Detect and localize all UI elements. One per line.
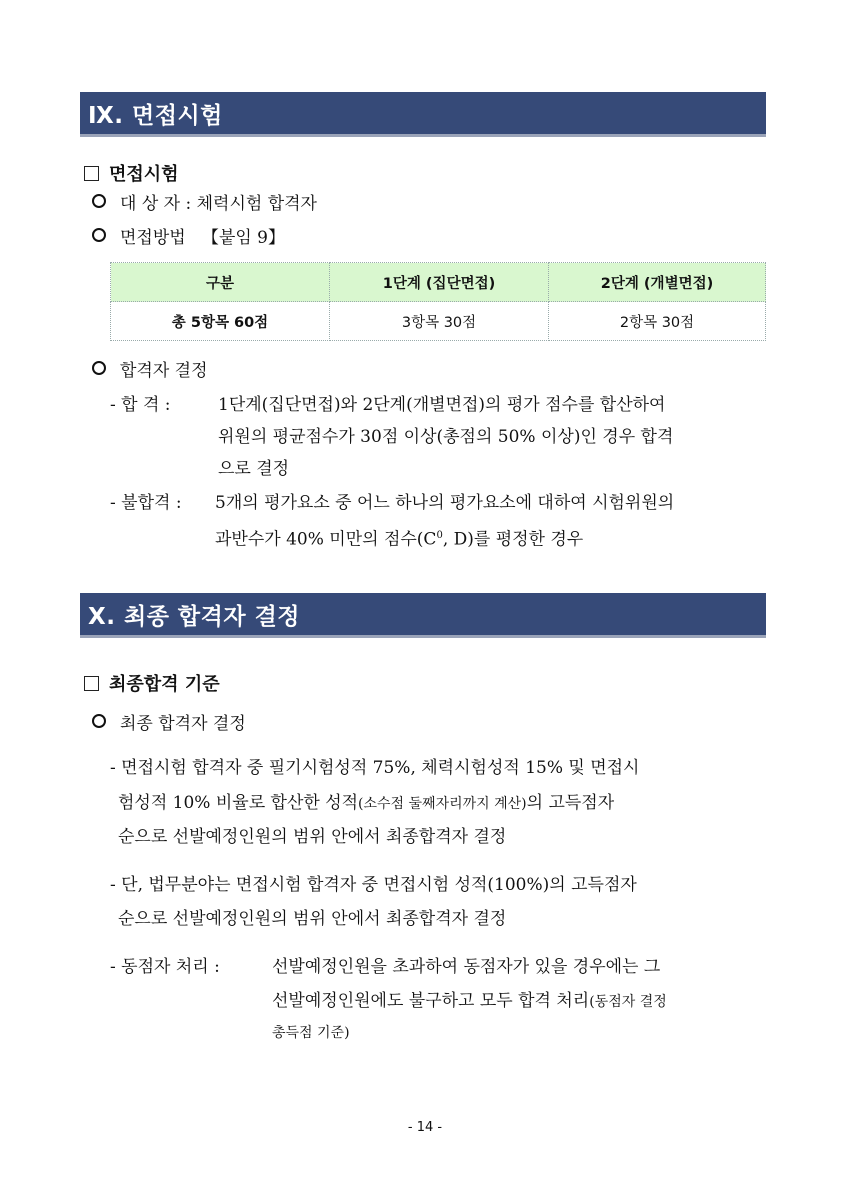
- circle-bullet-icon: [92, 228, 106, 242]
- section-10-title: Ⅹ. 최종 합격자 결정: [88, 603, 301, 630]
- b1-text-3: 순으로 선발예정인원의 범위 안에서 최종합격자 결정: [118, 827, 507, 847]
- final-decision-line: [92, 713, 246, 735]
- b1-text-2: 험성적 10% 비율로 합산한 성적(소수점 둘째자리까지 계산)의 고득점자: [118, 793, 615, 813]
- target-label: 대 상 자 :: [120, 194, 192, 214]
- b3-text-1: 선발예정인원을 초과하여 동점자가 있을 경우에는 그: [272, 957, 661, 977]
- target-value: 체력시험 합격자: [196, 194, 317, 214]
- table-cell: 3항목 30점: [330, 302, 549, 341]
- section-9-title-bar: [80, 92, 766, 134]
- b3-label: - 동점자 처리 :: [110, 957, 220, 977]
- final-decision-title: 최종 합격자 결정: [120, 714, 246, 734]
- title-bar-shadow: [80, 134, 766, 137]
- pass-text-2: 위원의 평균점수가 30점 이상(총점의 50% 이상)인 경우 합격: [218, 427, 674, 447]
- page-number: - 14 -: [407, 1120, 443, 1135]
- b2-text-2: 순으로 선발예정인원의 범위 안에서 최종합격자 결정: [118, 909, 507, 929]
- table-header-cell: 2단계 (개별면접): [549, 263, 766, 302]
- b2-text-1: - 단, 법무분야는 면접시험 합격자 중 면접시험 성적(100%)의 고득점자: [110, 875, 637, 895]
- fail-text-1: 5개의 평가요소 중 어느 하나의 평가요소에 대하여 시험위원의: [215, 493, 675, 513]
- section-10-title-bar: [80, 593, 766, 635]
- table-header-cell: 1단계 (집단면접): [330, 263, 549, 302]
- b1-text-1: - 면접시험 합격자 중 필기시험성적 75%, 체력시험성적 15% 및 면접시: [110, 758, 640, 778]
- table-header-row: [111, 263, 766, 302]
- decision-line: [92, 360, 208, 382]
- pass-label: - 합 격 :: [110, 395, 171, 415]
- section-10-subheading: 최종합격 기준: [84, 670, 220, 696]
- interview-table: [110, 262, 766, 341]
- circle-bullet-icon: [92, 361, 106, 375]
- section-9-subheading: 면접시험: [84, 160, 179, 186]
- b3-text-3: 총득점 기준): [272, 1025, 350, 1041]
- section-9-title: Ⅸ. 면접시험: [88, 102, 223, 129]
- decision-title: 합격자 결정: [120, 361, 208, 381]
- table-row: [111, 302, 766, 341]
- checkbox-square-icon: [84, 676, 99, 691]
- table-cell: 총 5항목 60점: [111, 302, 330, 341]
- table-cell: 2항목 30점: [549, 302, 766, 341]
- fail-label: - 불합격 :: [110, 493, 182, 513]
- circle-bullet-icon: [92, 714, 106, 728]
- pass-text-3: 으로 결정: [218, 459, 290, 479]
- method-label: 면접방법: [120, 228, 186, 248]
- b3-text-2: 선발예정인원에도 불구하고 모두 합격 처리(동점자 결정: [272, 991, 667, 1011]
- table-header-cell: 구분: [111, 263, 330, 302]
- fail-text-2: 과반수가 40% 미만의 점수($C^0$, D)를 평정한 경우: [215, 529, 584, 550]
- method-value: 【붙임 9】: [201, 228, 285, 248]
- target-line: [92, 193, 317, 215]
- circle-bullet-icon: [92, 194, 106, 208]
- method-line: [92, 227, 285, 249]
- pass-text-1: 1단계(집단면접)와 2단계(개별면접)의 평가 점수를 합산하여: [218, 395, 666, 415]
- title-bar-shadow: [80, 635, 766, 638]
- checkbox-square-icon: [84, 166, 99, 181]
